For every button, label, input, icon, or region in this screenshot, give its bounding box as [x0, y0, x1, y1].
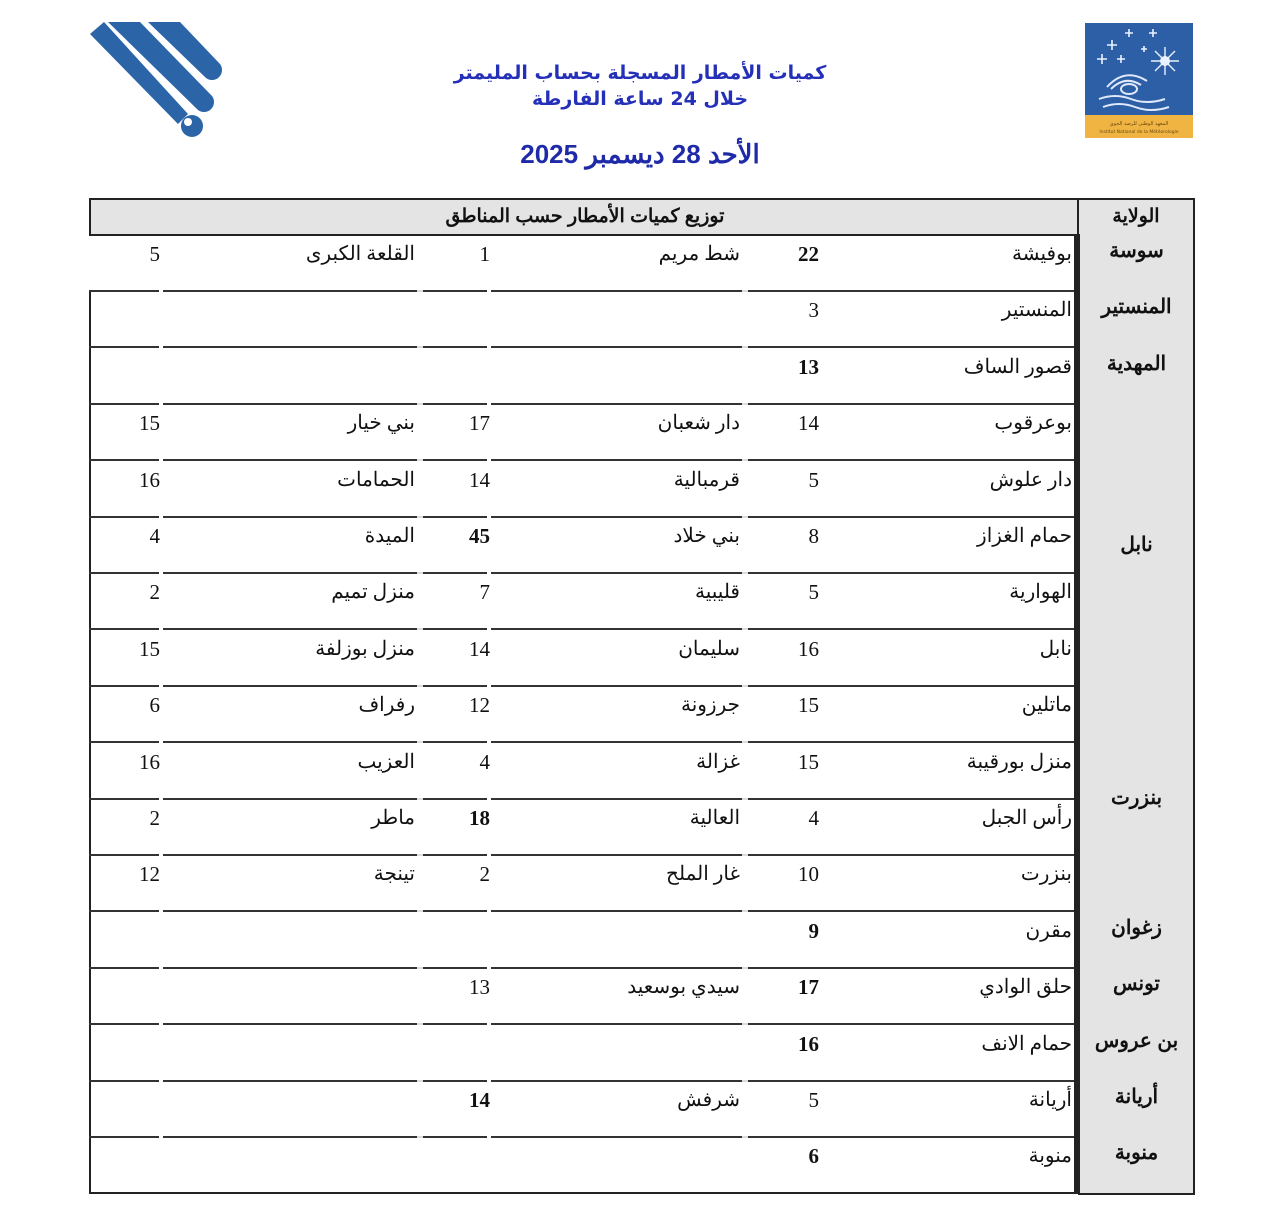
table-header — [89, 198, 1195, 236]
rainfall-mm: 13 — [469, 975, 490, 1000]
rainfall-mm: 5 — [808, 467, 819, 492]
rainfall-mm: 16 — [798, 1031, 819, 1056]
report-title: كميات الأمطار المسجلة بحساب المليمتر — [453, 62, 827, 84]
report-date: الأحد 28 ديسمبر 2025 — [520, 139, 760, 169]
station-name: الحمامات — [337, 468, 415, 491]
table-row — [89, 462, 1078, 518]
rainfall-mm: 2 — [479, 862, 490, 887]
governorate-name: بن عروس — [1094, 1029, 1179, 1052]
governorate-cell — [1078, 685, 1195, 913]
station-name: حلق الوادي — [979, 976, 1072, 999]
rainfall-mm: 8 — [808, 524, 819, 548]
governorate-name: أريانة — [1114, 1086, 1159, 1108]
governorate-cell — [1078, 967, 1195, 1025]
rainfall-mm: 6 — [808, 1144, 819, 1169]
table-row — [89, 1082, 1078, 1138]
header-distribution: توزيع كميات الأمطار حسب المناطق — [89, 198, 1079, 236]
station-name: تينجة — [373, 863, 415, 886]
rainfall-mm: 12 — [469, 693, 490, 718]
governorate-cell — [1078, 1024, 1195, 1082]
station-name: منوبة — [1028, 1145, 1072, 1168]
station-name: رفراف — [358, 694, 415, 717]
rainfall-mm: 4 — [808, 806, 819, 830]
station-name: الميدة — [364, 525, 415, 547]
station-name: العزيب — [357, 750, 415, 773]
station-name: سليمان — [678, 637, 740, 660]
logo-caption-arabic: المعهد الوطني للرصد الجوي — [1109, 121, 1169, 127]
station-name: حمام الانف — [981, 1032, 1072, 1055]
rainfall-mm: 17 — [469, 411, 490, 436]
station-name: القلعة الكبرى — [305, 243, 415, 265]
table-row — [89, 856, 1078, 912]
station-name: نابل — [1039, 637, 1072, 660]
rainfall-mm: 10 — [798, 862, 819, 887]
station-name: شط مريم — [658, 243, 740, 265]
rainfall-mm: 17 — [798, 975, 819, 1000]
governorate-cell — [1078, 1080, 1195, 1138]
governorate-name: المهدية — [1106, 352, 1167, 375]
rainfall-mm: 4 — [149, 524, 160, 548]
rainfall-mm: 2 — [149, 806, 160, 830]
header-governorate: الولاية — [1077, 198, 1195, 236]
governorate-cell — [1078, 1136, 1195, 1194]
station-name: قليبية — [694, 581, 740, 604]
rainfall-mm: 15 — [139, 411, 160, 436]
rainfall-mm: 16 — [798, 636, 819, 661]
station-name: رأس الجبل — [981, 807, 1072, 829]
station-name: منزل بورقيبة — [966, 750, 1072, 773]
rainfall-mm: 15 — [139, 636, 160, 661]
table-row — [89, 292, 1078, 348]
station-name: بني خلاد — [673, 525, 740, 547]
station-name: العالية — [689, 807, 740, 829]
row-divider — [89, 1192, 1078, 1194]
station-name: بوعرقوب — [994, 412, 1072, 435]
rainfall-mm: 14 — [469, 636, 490, 661]
station-name: قصور الساف — [963, 355, 1072, 378]
station-name: أريانة — [1028, 1089, 1072, 1111]
governorate-name: نابل — [1120, 533, 1153, 556]
rainfall-mm: 4 — [479, 749, 490, 774]
governorate-name: تونس — [1113, 973, 1160, 996]
stripes-logo — [88, 22, 223, 140]
rainfall-mm: 3 — [808, 298, 819, 323]
table-row — [89, 969, 1078, 1025]
station-name: دار علوش — [989, 468, 1072, 491]
station-name: منزل تميم — [331, 581, 415, 604]
rainfall-mm: 13 — [798, 354, 819, 379]
station-name: بنزرت — [1020, 863, 1072, 886]
governorate-cell — [1078, 290, 1195, 348]
station-name: منزل بوزلفة — [315, 637, 415, 660]
station-name: مقرن — [1025, 919, 1072, 942]
column-separator — [1074, 234, 1078, 1193]
station-name: بوفيشة — [1011, 243, 1072, 265]
station-name: ماطر — [371, 807, 415, 829]
rainfall-mm: 15 — [798, 693, 819, 718]
table-row — [89, 1026, 1078, 1082]
station-name: بني خيار — [347, 412, 415, 435]
rainfall-mm: 18 — [469, 806, 490, 830]
table-row — [89, 1138, 1078, 1194]
governorate-name: بنزرت — [1110, 787, 1163, 810]
rainfall-mm: 7 — [479, 580, 490, 605]
station-name: شرفش — [677, 1089, 740, 1111]
rainfall-mm: 14 — [469, 1088, 490, 1112]
rainfall-mm: 2 — [149, 580, 160, 605]
rainfall-mm: 12 — [139, 862, 160, 887]
governorate-cell — [1078, 234, 1195, 292]
rainfall-mm: 16 — [139, 467, 160, 492]
table-row — [89, 744, 1078, 800]
governorate-name: زغوان — [1111, 916, 1162, 939]
logo-caption: Institut National de la Météorologie — [1099, 130, 1179, 135]
governorate-cell — [1078, 911, 1195, 969]
governorate-name: سوسة — [1109, 240, 1164, 262]
station-name: غزالة — [696, 750, 740, 773]
station-name: الهوارية — [1009, 581, 1072, 604]
table-row — [89, 800, 1078, 856]
rainfall-mm: 5 — [808, 1088, 819, 1112]
governorate-name: المنستير — [1101, 296, 1172, 319]
governorate-cell — [1078, 403, 1195, 687]
table-row — [89, 913, 1078, 969]
table-row — [89, 631, 1078, 687]
table-row — [89, 349, 1078, 405]
table-row — [89, 574, 1078, 630]
station-name: غار الملح — [666, 863, 740, 886]
rainfall-mm: 15 — [798, 749, 819, 774]
governorate-cell — [1078, 347, 1195, 405]
rainfall-mm: 1 — [479, 242, 490, 266]
table-row — [89, 236, 1078, 292]
report-subtitle: خلال 24 ساعة الفارطة — [531, 88, 749, 110]
table-row — [89, 518, 1078, 574]
rainfall-mm: 45 — [469, 524, 490, 548]
institut-national-meteorologie-logo — [1085, 23, 1193, 138]
rainfall-mm: 5 — [149, 242, 160, 266]
station-name: حمام الغزاز — [977, 525, 1072, 547]
rainfall-mm: 9 — [808, 918, 819, 943]
station-name: ماتلين — [1021, 694, 1072, 717]
station-name: سيدي بوسعيد — [627, 976, 740, 999]
rainfall-mm: 14 — [469, 467, 490, 492]
station-name: قرمبالية — [673, 468, 740, 491]
station-name: جرزونة — [680, 694, 740, 717]
rainfall-mm: 16 — [139, 749, 160, 774]
rainfall-mm: 14 — [798, 411, 819, 436]
rainfall-mm: 22 — [798, 242, 819, 266]
table-row — [89, 687, 1078, 743]
station-name: المنستير — [1001, 299, 1072, 322]
rainfall-table — [89, 198, 1195, 1193]
rainfall-mm: 6 — [149, 693, 160, 718]
governorate-name: منوبة — [1114, 1142, 1159, 1165]
rainfall-mm: 5 — [808, 580, 819, 605]
table-row — [89, 405, 1078, 461]
station-name: دار شعبان — [657, 412, 740, 435]
